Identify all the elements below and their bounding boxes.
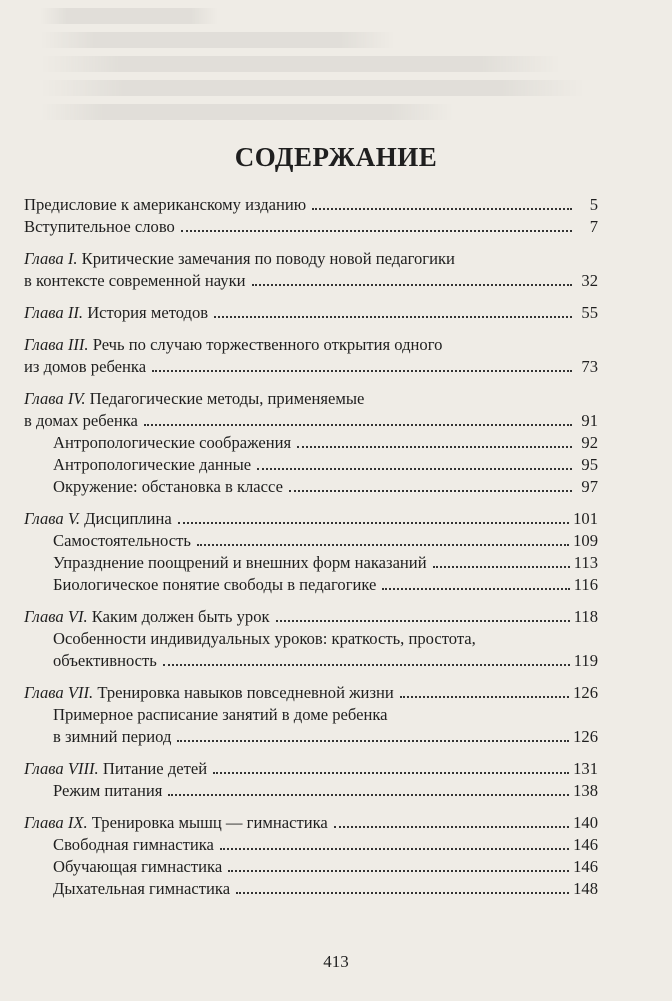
toc-chapter (24, 248, 598, 270)
entry-title: Примерное расписание занятий в доме ребенка (53, 705, 388, 724)
entry-title: Антропологические соображения (53, 433, 292, 452)
chapter-number: Глава IV. (24, 389, 86, 408)
entry-title: Свободная гимнастика (53, 835, 214, 854)
chapter-number: Глава IX. (24, 813, 88, 832)
chapter-title: Речь по случаю торжественного открытия одного (92, 335, 443, 354)
toc-subentry (24, 454, 598, 476)
dot-leader (228, 870, 569, 872)
toc-chapter (24, 606, 598, 628)
entry-page: 131 (573, 759, 598, 778)
entry-title: Особенности индивидуальных уроков: краткость, простота, (53, 629, 476, 648)
dot-leader (433, 566, 570, 568)
entry-page: 113 (573, 553, 598, 572)
chapter-number: Глава VI. (24, 607, 88, 626)
toc-entry (24, 216, 598, 238)
entry-page: 118 (573, 607, 598, 626)
chapter-number: Глава I. (24, 249, 78, 268)
dot-leader (181, 230, 572, 232)
entry-page: 126 (573, 683, 598, 702)
toc-subentry (24, 780, 598, 802)
entry-page: 91 (581, 411, 598, 430)
entry-page: 140 (573, 813, 598, 832)
entry-title: Обучающая гимнастика (53, 857, 223, 876)
dot-leader (152, 370, 572, 372)
entry-page: 109 (573, 531, 598, 550)
toc-chapter (24, 334, 598, 356)
dot-leader (178, 522, 569, 524)
toc-chapter (24, 508, 598, 530)
entry-title: Окружение: обстановка в классе (53, 477, 283, 496)
entry-page: 126 (573, 727, 598, 746)
entry-page: 95 (581, 455, 598, 474)
entry-page: 32 (581, 271, 598, 290)
entry-page: 101 (573, 509, 598, 528)
entry-page: 119 (573, 651, 598, 670)
toc-entry-continuation (24, 356, 598, 378)
chapter-number: Глава VIII. (24, 759, 99, 778)
entry-title-cont: в контексте современной науки (24, 271, 246, 290)
page-title: СОДЕРЖАНИЕ (234, 142, 438, 172)
entry-title-cont: объективность (53, 651, 157, 670)
toc-subentry (24, 476, 598, 498)
toc-chapter (24, 682, 598, 704)
dot-leader (400, 696, 569, 698)
entry-page: 92 (581, 433, 598, 452)
entry-title: Вступительное слово (24, 217, 175, 236)
dot-leader (177, 740, 569, 742)
entry-page: 73 (581, 357, 598, 376)
dot-leader (257, 468, 572, 470)
entry-page: 146 (573, 857, 598, 876)
chapter-title: Педагогические методы, применяемые (89, 389, 365, 408)
entry-page: 5 (589, 195, 598, 214)
toc-subentry (24, 530, 598, 552)
dot-leader (236, 892, 569, 894)
toc-subentry (24, 574, 598, 596)
dot-leader (276, 620, 570, 622)
dot-leader (197, 544, 569, 546)
toc-entry-continuation (24, 270, 598, 292)
toc-chapter (24, 758, 598, 780)
dot-leader (382, 588, 569, 590)
chapter-title: Питание детей (102, 759, 208, 778)
toc-subentry (24, 552, 598, 574)
toc-entry-continuation (24, 650, 598, 672)
entry-title: Самостоятельность (53, 531, 191, 550)
entry-page: 55 (581, 303, 598, 322)
entry-page: 146 (573, 835, 598, 854)
toc-subentry (24, 856, 598, 878)
dot-leader (163, 664, 570, 666)
dot-leader (334, 826, 569, 828)
toc-subentry (24, 834, 598, 856)
toc-entry-continuation (24, 410, 598, 432)
dot-leader (220, 848, 569, 850)
entry-title-cont: в домах ребенка (24, 411, 138, 430)
toc-chapter (24, 388, 598, 410)
dot-leader (289, 490, 572, 492)
entry-title: Упразднение поощрений и внешних форм наказаний (53, 553, 427, 572)
toc-chapter (24, 302, 598, 324)
entry-title-cont: в зимний период (53, 727, 172, 746)
chapter-number: Глава III. (24, 335, 89, 354)
dot-leader (312, 208, 572, 210)
toc-entry-continuation (24, 726, 598, 748)
toc-subentry (24, 878, 598, 900)
dot-leader (297, 446, 572, 448)
entry-page: 116 (573, 575, 598, 594)
chapter-title: Критические замечания по поводу новой педагогики (81, 249, 455, 268)
entry-title-cont: из домов ребенка (24, 357, 147, 376)
dot-leader (168, 794, 569, 796)
entry-title: Биологическое понятие свободы в педагогике (53, 575, 377, 594)
page-number: 413 (323, 952, 349, 971)
entry-page: 138 (573, 781, 598, 800)
chapter-title: Каким должен быть урок (91, 607, 270, 626)
entry-page: 148 (573, 879, 598, 898)
entry-title: Дыхательная гимнастика (53, 879, 231, 898)
chapter-title: Тренировка мышц — гимнастика (91, 813, 328, 832)
bleed-through-text (40, 0, 632, 140)
table-of-contents (24, 194, 598, 900)
chapter-number: Глава VII. (24, 683, 94, 702)
dot-leader (214, 316, 572, 318)
toc-entry (24, 194, 598, 216)
chapter-title: История методов (87, 303, 209, 322)
entry-title: Предисловие к американскому изданию (24, 195, 307, 214)
chapter-title: Тренировка навыков повседневной жизни (97, 683, 394, 702)
chapter-title: Дисциплина (84, 509, 172, 528)
toc-subentry (24, 432, 598, 454)
dot-leader (252, 284, 572, 286)
chapter-number: Глава V. (24, 509, 80, 528)
toc-subentry (24, 704, 598, 726)
toc-chapter (24, 812, 598, 834)
dot-leader (213, 772, 569, 774)
entry-page: 97 (581, 477, 598, 496)
toc-subentry (24, 628, 598, 650)
dot-leader (144, 424, 572, 426)
entry-title: Режим питания (53, 781, 163, 800)
chapter-number: Глава II. (24, 303, 84, 322)
entry-page: 7 (589, 217, 598, 236)
entry-title: Антропологические данные (53, 455, 252, 474)
